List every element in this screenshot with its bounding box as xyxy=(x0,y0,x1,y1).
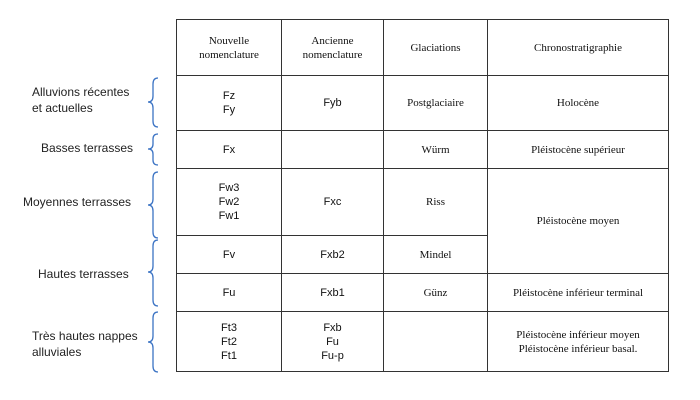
table-header-row xyxy=(177,20,669,76)
header-nouvelle-nomenclature: Nouvelle nomenclature xyxy=(177,20,282,76)
cell-glaciation: Würm xyxy=(384,131,488,169)
cell-nouvelle: Fw3 Fw2 Fw1 xyxy=(177,169,282,236)
cell-nouvelle: Fv xyxy=(177,236,282,274)
cell-ancienne: Fxb Fu Fu-p xyxy=(282,312,384,372)
cell-ancienne: Fxb2 xyxy=(282,236,384,274)
label-alluvions-recentes: Alluvions récentes et actuelles xyxy=(32,85,130,115)
brace-moyennes-terrasses xyxy=(148,172,158,238)
label-tres-hautes-nappes: Très hautes nappes alluviales xyxy=(32,329,138,359)
table-row xyxy=(177,169,669,236)
cell-chrono: Pléistocène supérieur xyxy=(488,131,669,169)
table-row xyxy=(177,274,669,312)
cell-glaciation: Riss xyxy=(384,169,488,236)
table-row xyxy=(177,76,669,131)
cell-ancienne: Fyb xyxy=(282,76,384,131)
header-ancienne-nomenclature: Ancienne nomenclature xyxy=(282,20,384,76)
cell-chrono: Pléistocène moyen xyxy=(488,169,669,274)
brace-basses-terrasses xyxy=(148,134,158,165)
cell-glaciation: Günz xyxy=(384,274,488,312)
table-row xyxy=(177,131,669,169)
cell-ancienne xyxy=(282,131,384,169)
cell-ancienne: Fxc xyxy=(282,169,384,236)
label-hautes-terrasses: Hautes terrasses xyxy=(38,267,129,281)
cell-glaciation: Mindel xyxy=(384,236,488,274)
cell-glaciation xyxy=(384,312,488,372)
cell-chrono: Pléistocène inférieur terminal xyxy=(488,274,669,312)
brace-tres-hautes-nappes xyxy=(148,312,158,372)
cell-ancienne: Fxb1 xyxy=(282,274,384,312)
cell-chrono: Pléistocène inférieur moyen Pléistocène inférieur basal. xyxy=(488,312,669,372)
cell-nouvelle: Fu xyxy=(177,274,282,312)
header-glaciations: Glaciations xyxy=(384,20,488,76)
label-basses-terrasses: Basses terrasses xyxy=(41,141,134,155)
cell-nouvelle: Fx xyxy=(177,131,282,169)
table-row xyxy=(177,312,669,372)
label-moyennes-terrasses: Moyennes terrasses xyxy=(23,195,132,209)
cell-nouvelle: Fz Fy xyxy=(177,76,282,131)
header-chronostratigraphie: Chronostratigraphie xyxy=(488,20,669,76)
brace-alluvions xyxy=(148,78,158,127)
brace-hautes-terrasses xyxy=(148,240,158,306)
stratigraphy-table xyxy=(176,19,669,372)
brace-group xyxy=(0,0,176,400)
cell-nouvelle: Ft3 Ft2 Ft1 xyxy=(177,312,282,372)
cell-glaciation: Postglaciaire xyxy=(384,76,488,131)
cell-chrono: Holocène xyxy=(488,76,669,131)
